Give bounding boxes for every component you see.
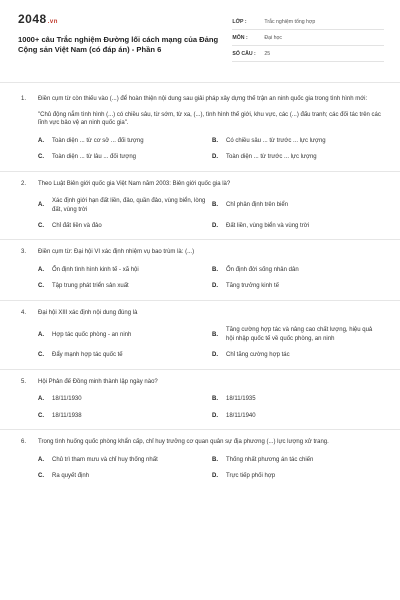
meta-label: SỐ CÂU : xyxy=(232,50,256,57)
answer-option-b[interactable] xyxy=(212,266,386,274)
answer-option-a[interactable] xyxy=(38,197,212,214)
answer-option-b[interactable] xyxy=(212,456,386,464)
option-text: Chỉ tăng cường hợp tác xyxy=(226,352,290,359)
option-letter: B. xyxy=(212,456,218,463)
option-text: Đẩy mạnh hợp tác quốc tế xyxy=(52,352,123,359)
option-text: Ổn định tình hình kinh tế - xã hội xyxy=(52,267,139,273)
option-letter: A. xyxy=(38,267,44,273)
option-letter: A. xyxy=(38,137,44,144)
answer-option-c[interactable] xyxy=(38,412,212,420)
meta-label: MÔN : xyxy=(232,34,248,41)
answer-option-c[interactable] xyxy=(38,472,212,480)
option-letter: B. xyxy=(212,202,218,209)
site-logo[interactable] xyxy=(18,12,232,26)
question-item xyxy=(18,180,384,231)
answer-options xyxy=(38,326,384,359)
answer-option-c[interactable] xyxy=(38,222,212,230)
question-number: 5. xyxy=(21,378,27,385)
option-letter: A. xyxy=(38,202,44,209)
option-letter: C. xyxy=(38,352,44,359)
option-text: 18/11/1940 xyxy=(226,412,256,419)
question-number: 1. xyxy=(21,96,27,102)
header-divider xyxy=(0,82,400,83)
answer-option-a[interactable] xyxy=(38,137,212,145)
option-letter: B. xyxy=(212,396,218,403)
logo-text: 2048 xyxy=(18,12,47,26)
option-text: Trực tiếp phối hợp xyxy=(226,473,276,480)
option-text: Có chiều sâu ... từ trước ... lực lượng xyxy=(226,137,326,144)
meta-row-subject xyxy=(232,30,384,46)
question-item xyxy=(18,378,384,420)
question-text: Điền cụm từ: Đại hội VI xác định nhiệm vụ bao trùm là: (...) xyxy=(38,249,195,256)
meta-value: 25 xyxy=(264,50,271,57)
option-letter: D. xyxy=(212,473,218,480)
answer-option-d[interactable] xyxy=(212,222,386,230)
meta-value: Đại học xyxy=(264,34,283,41)
option-text: Ổn định đời sống nhân dân xyxy=(226,267,299,273)
option-text: Chỉ đất liền và đảo xyxy=(52,223,102,229)
option-letter: B. xyxy=(212,137,218,144)
answer-options xyxy=(38,456,384,481)
meta-value: Trắc nghiệm tổng hợp xyxy=(264,18,316,25)
option-text: Tăng trưởng kinh tế xyxy=(226,283,279,290)
meta-row-count xyxy=(232,46,384,62)
option-text: Chủ trì tham mưu và chỉ huy thống nhất xyxy=(52,456,158,463)
option-text: Toàn diện ... từ trước ... lực lượng xyxy=(226,154,317,161)
option-letter: A. xyxy=(38,396,44,403)
question-item xyxy=(18,438,384,480)
option-text: Hợp tác quốc phòng - an ninh xyxy=(52,331,132,338)
header-left xyxy=(18,12,232,55)
answer-option-c[interactable] xyxy=(38,282,212,290)
answer-option-c[interactable] xyxy=(38,351,212,359)
answer-option-d[interactable] xyxy=(212,351,386,359)
worksheet-header xyxy=(18,12,384,70)
option-letter: B. xyxy=(212,331,218,338)
question-header xyxy=(18,248,384,257)
logo-suffix: .vn xyxy=(47,19,58,25)
option-letter: C. xyxy=(38,473,44,480)
option-text: 18/11/1938 xyxy=(52,412,82,419)
answer-option-b[interactable] xyxy=(212,137,386,145)
question-header xyxy=(18,95,384,104)
option-letter: A. xyxy=(38,456,44,463)
question-text: Điền cụm từ còn thiếu vào (...) để hoàn thiện nội dung sau giải pháp xây dựng thế trận an ninh quốc gia trong tình hình mới: xyxy=(38,96,368,102)
question-divider xyxy=(0,300,400,301)
answer-option-b[interactable] xyxy=(212,197,386,214)
option-text: Ra quyết định xyxy=(52,473,90,480)
question-quote: "Chủ động nắm tình hình (...) có chiều sâu, từ sớm, từ xa, (...), tình hình thế giới, khu vực, các (...) đấu tranh; các đối tác trên các lĩnh vực bảo vệ an ninh quốc gia". xyxy=(38,111,381,127)
question-header xyxy=(18,180,384,189)
question-number: 2. xyxy=(21,180,27,187)
option-letter: A. xyxy=(38,331,44,338)
option-text: Xác định giới hạn đất liền, đảo, quần đảo, vùng biển, lòng đất, vùng trời xyxy=(52,198,206,213)
meta-row-class xyxy=(232,14,384,30)
answer-option-d[interactable] xyxy=(212,472,386,480)
option-letter: B. xyxy=(212,267,218,273)
option-letter: C. xyxy=(38,154,44,161)
question-text: Theo Luật Biên giới quốc gia Việt Nam năm 2003: Biên giới quốc gia là? xyxy=(38,180,231,187)
question-header xyxy=(18,438,384,447)
question-number: 3. xyxy=(21,249,27,256)
answer-option-b[interactable] xyxy=(212,395,386,403)
option-letter: C. xyxy=(38,412,44,419)
option-text: Thống nhất phương án tác chiến xyxy=(226,456,314,463)
option-text: 18/11/1930 xyxy=(52,396,82,403)
option-letter: C. xyxy=(38,283,44,290)
question-item xyxy=(18,248,384,290)
question-text: Đại hội XIII xác định nội dung đúng là xyxy=(38,309,138,316)
answer-option-b[interactable] xyxy=(212,326,386,343)
answer-options xyxy=(38,197,384,230)
quiz-title: 1000+ câu Trắc nghiệm Đường lối cách mạng của Đảng Cộng sản Việt Nam (có đáp án) - Phần 6 xyxy=(18,35,219,54)
option-text: Toàn diện ... từ lâu ... đối tượng xyxy=(52,154,137,161)
question-item xyxy=(18,95,384,162)
option-letter: D. xyxy=(212,412,218,419)
question-text: Trong tình huống quốc phòng khẩn cấp, chỉ huy trưởng cơ quan quân sự địa phương (...) lực lượng xử trang. xyxy=(38,439,329,446)
option-text: Tăng cường hợp tác và nâng cao chất lượng, hiệu quả hội nhập quốc tế về quốc phòng, an ninh xyxy=(226,327,373,342)
option-text: Tập trung phát triển sản xuất xyxy=(52,283,129,290)
option-text: Toàn diện ... từ cơ sở ... đối tượng xyxy=(52,137,144,144)
option-letter: D. xyxy=(212,352,218,359)
question-number: 4. xyxy=(21,309,27,316)
answer-option-a[interactable] xyxy=(38,456,212,464)
question-item xyxy=(18,309,384,360)
question-divider xyxy=(0,369,400,370)
option-letter: C. xyxy=(38,223,44,229)
answer-option-d[interactable] xyxy=(212,282,386,290)
answer-option-d[interactable] xyxy=(212,412,386,420)
option-letter: D. xyxy=(212,223,218,229)
answer-options xyxy=(38,395,384,420)
option-letter: D. xyxy=(212,283,218,290)
option-text: Đất liền, vùng biển và vùng trời xyxy=(226,223,309,229)
question-header xyxy=(18,309,384,318)
question-header xyxy=(18,378,384,387)
meta-label: LỚP : xyxy=(232,18,247,25)
option-letter: D. xyxy=(212,154,218,161)
answer-option-a[interactable] xyxy=(38,326,212,343)
option-text: Chỉ phân định trên biển xyxy=(226,202,289,209)
question-divider xyxy=(0,171,400,172)
question-text: Hội Phản đế Đồng minh thành lập ngày nào? xyxy=(38,378,158,385)
answer-options xyxy=(38,266,384,291)
answer-options xyxy=(38,137,384,162)
answer-option-a[interactable] xyxy=(38,395,212,403)
meta-info-box xyxy=(232,14,384,62)
question-number: 6. xyxy=(21,439,27,446)
option-text: 18/11/1935 xyxy=(226,396,256,403)
question-divider xyxy=(0,239,400,240)
answer-option-d[interactable] xyxy=(212,153,386,161)
answer-option-c[interactable] xyxy=(38,153,212,161)
question-divider xyxy=(0,429,400,430)
answer-option-a[interactable] xyxy=(38,266,212,274)
